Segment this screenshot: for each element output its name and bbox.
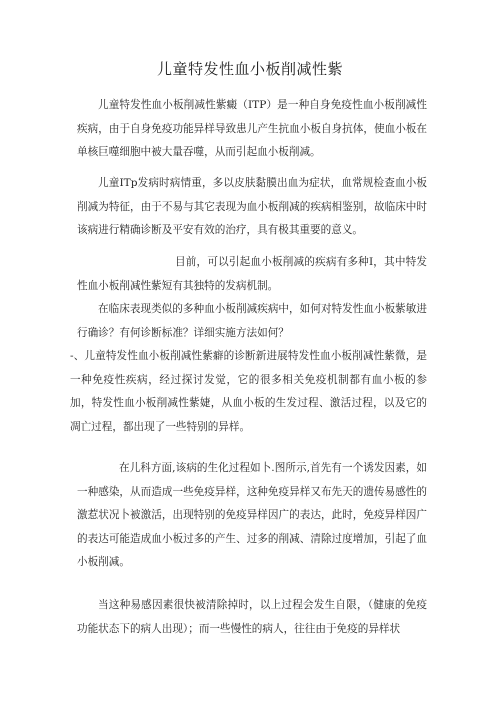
paragraph-self-limiting: 当这种易感因素很快被清除掉时，以上过程会发生自限，（健康的免疫功能状态下的病人出现）；而一些慢性的病人，往往由于免疫的异样状: [77, 599, 427, 635]
paragraph-pediatric-process: 在儿科方面,该病的生化过程如卜.图所示,首先有一个诱发因素，如一种感染，从而造成一些免疫异样，这种免疫异样又布先天的遗传易感性的激惹状况卜被激活，出现特别的免疫异样因广的表达，此时，免疫异样因广的表达可能造成血小板过多的产生、过多的削减、清除过度增加，引起了血小板削减。: [77, 462, 427, 568]
paragraph-diagnosis-progress: -、儿童特发性血小板削减性紫癖的诊断新进展特发性血小板削减性紫微，是一种免疫性疾病，经过探讨发觉，它的很多相关免疫机制都有血小板的参加，特发性血小板削减性紫婕，从血小板的生发过程、激活过程，以及它的凋亡过程，都出现了一些特别的异样。: [70, 350, 427, 433]
paragraph-intro: 儿童特发性血小板削减性紫癜（ITP）是一种自身免疫性血小板削减性疾病，由于自身免疫功能异样导致患儿产生抗血小板自身抗体，使血小板在单核巨噬细胞中被大量吞噬，从而引起血小板削减。: [77, 99, 427, 158]
paragraph-question: 在临床表现类似的多种血小板削减疾病中，如何对特发性血小板紫敏进行确诊？有何诊断标准？详细实施方法如何？: [77, 303, 427, 339]
page-title: 儿童特发性血小板削减性紫: [156, 60, 343, 78]
paragraph-causes: 目前，可以引起血小板削减的疾病有多种I，其中特发性血小板削减性紫短有其独特的发病机制。: [77, 256, 427, 292]
paragraph-onset: 儿童ITp发病时病情重，多以皮肤黏膜出血为症状，血常规检查血小板削减为特征，由于不易与其它表现为血小板削减的疾病相鉴别，故临床中时该病进行精确诊断及平安有效的治疗，具有极其重要的意义。: [77, 177, 427, 236]
